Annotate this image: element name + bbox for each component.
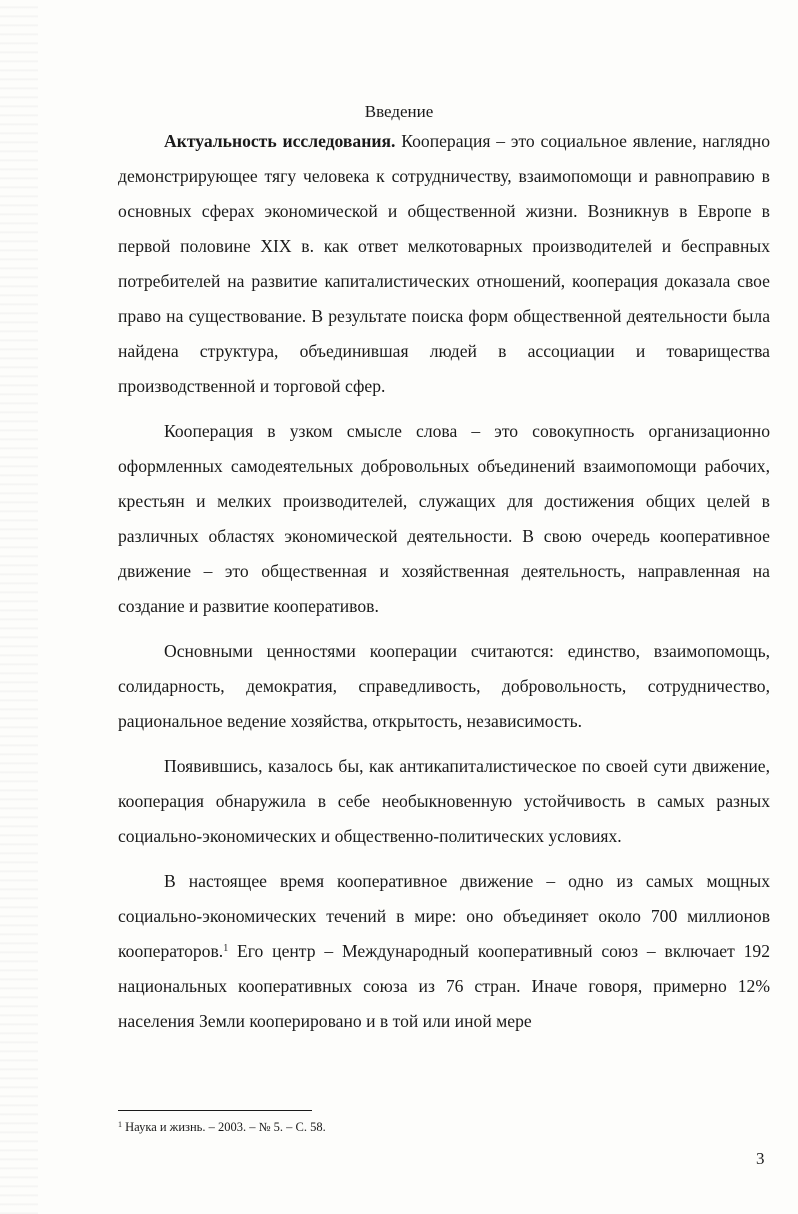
body-text	[118, 124, 770, 1039]
footnote-text: Наука и жизнь. – 2003. – № 5. – С. 58.	[122, 1120, 326, 1134]
paragraph-text: Кооперация – это социальное явление, наглядно демонстрирующее тягу человека к сотрудничеству, взаимопомощи и равноправию в основных сферах экономической и общественной жизни. Возникнув в Европе в первой половине XIX в. как ответ мелкотоварных производителей и бесправных потребителей на развитие капиталистических отношений, кооперация доказала свое право на существование. В результате поиска форм общественной деятельности была найдена структура, объединившая людей в ассоциации и товарищества производственной и торговой сфер.	[118, 131, 771, 396]
paragraph-text: В настоящее время кооперативное движение – одно из самых мощных социально-экономических течений в мире: оно объединяет около 700 миллионов кооператоров.	[118, 871, 770, 961]
paragraph-definition	[118, 414, 770, 624]
paragraph-lead: Актуальность исследования.	[164, 131, 396, 151]
footnote-divider	[118, 1110, 312, 1111]
paragraph-stability	[118, 749, 770, 854]
paragraph-text: Появившись, казалось бы, как антикапиталистическое по своей сути движение, кооперация обнаружила в себе необыкновенную устойчивость в самых разных социально-экономических и общественно-политических условиях.	[118, 756, 770, 846]
paragraph-text: Его центр – Международный кооперативный союз – включает 192 национальных кооперативных союза из 76 стран. Иначе говоря, примерно 12% населения Земли кооперировано и в той или иной мере	[118, 941, 770, 1031]
footnote-reference: 1	[223, 943, 229, 954]
paragraph-text: Кооперация в узком смысле слова – это совокупность организационно оформленных самодеятельных добровольных объединений взаимопомощи рабочих, крестьян и мелких производителей, служащих для достижения общих целей в различных областях экономической деятельности. В свою очередь кооперативное движение – это общественная и хозяйственная деятельность, направленная на создание и развитие кооперативов.	[118, 421, 770, 616]
section-title: Введение	[364, 102, 434, 121]
page-number: 3	[756, 1149, 765, 1168]
paragraph-text: Основными ценностями кооперации считаются: единство, взаимопомощь, солидарность, демократия, справедливость, добровольность, сотрудничество, рациональное ведение хозяйства, открытость, независимость.	[118, 641, 770, 731]
footnote	[118, 1118, 326, 1136]
scan-edge-artifact	[0, 0, 38, 1214]
footnote-marker: 1	[118, 1120, 122, 1129]
paragraph-present-day	[118, 864, 770, 1039]
paragraph-values	[118, 634, 770, 739]
paragraph-relevance	[118, 124, 770, 404]
